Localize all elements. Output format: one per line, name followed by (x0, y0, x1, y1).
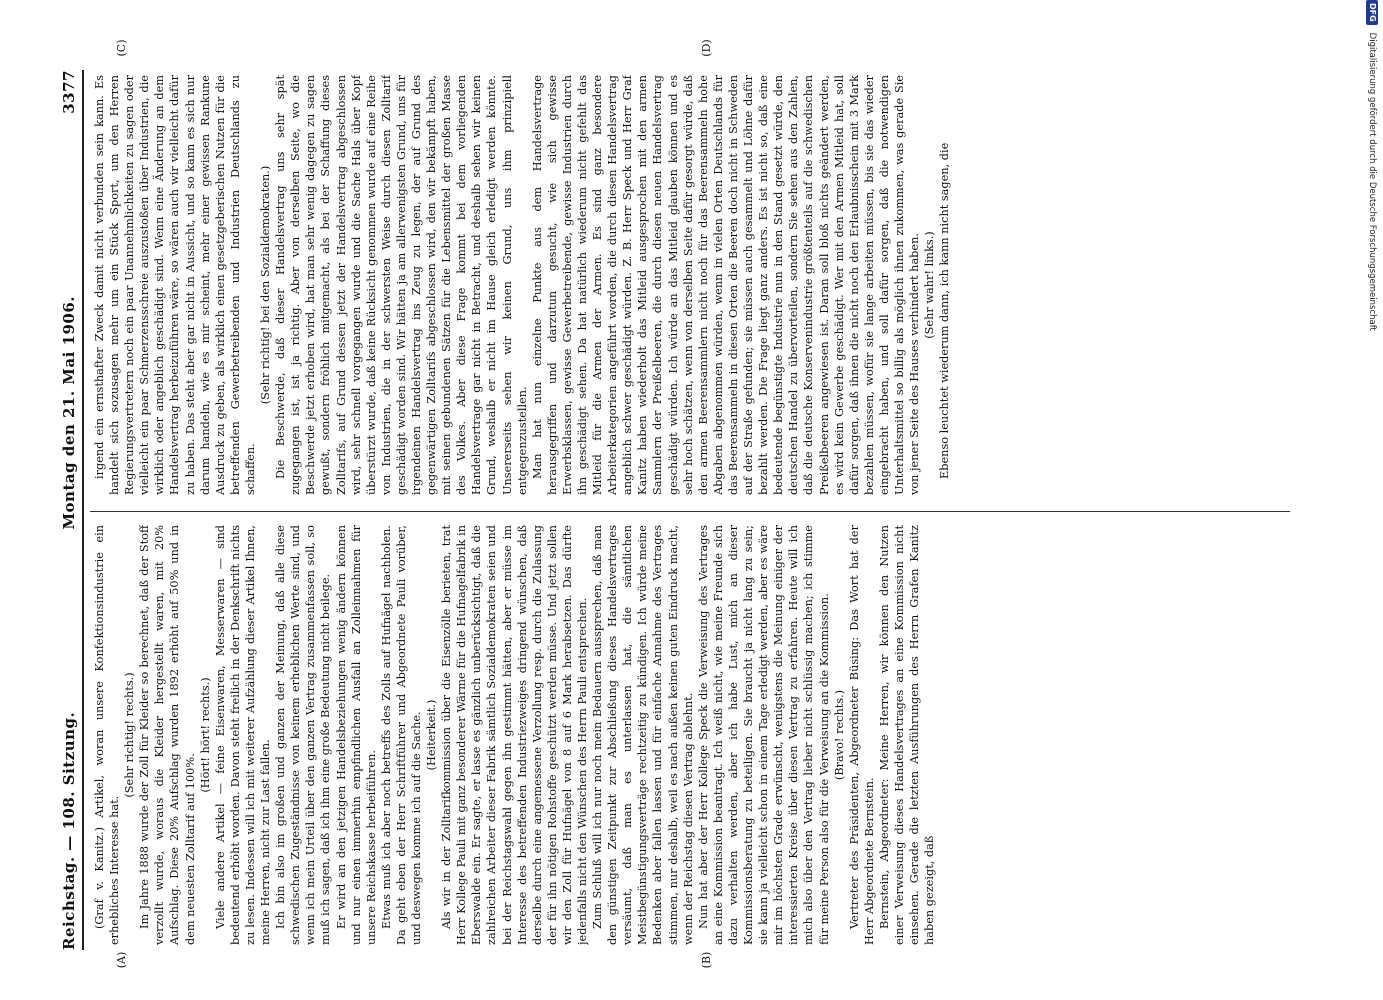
funding-note-text: Digitalisierung gefördert durch die Deutsche Forschungsgemeinschaft (1367, 32, 1377, 331)
interjection: (Hört! hört! rechts.) (198, 677, 212, 793)
paragraph: Ebenso leuchtet wiederum dann, ich kann nicht sagen, die (938, 142, 952, 479)
margin-marker-c: (C) (115, 39, 128, 57)
left-text-column (92, 525, 1292, 945)
interjection: (Sehr richtig! bei den Sozialdemokraten.) (259, 165, 273, 405)
paragraph: Zum Schluß will ich nur noch mein Bedauern aussprechen, daß man den günstigen Zeitpunkt zur Abschließung dieses Handelsvertrages versäumt, daß man es unterlassen hat, die sämtlichen Meistbegünstigungsverträge rechtzeitig zu kündigen. Ich würde meine Bedenken aber fallen lassen und für einfache Annahme des Vertrages stimmen, nur deshalb, weil es nach außen keinen guten Eindruck macht, wenn der Reichstag diesen Vertrag ablehnt. (591, 525, 695, 945)
page-number: 3377 (60, 70, 78, 114)
header-date: Montag den 21. Mai 1906. (60, 295, 78, 530)
dfg-logo: DFG (1366, 0, 1378, 25)
paragraph: (Graf v. Kanitz.) Artikel, woran unsere Konfektionsindustrie ein erhebliches Interesse hat. (93, 525, 122, 945)
paragraph: Vertreter des Präsidenten, Abgeordneter Büsing: Das Wort hat der Herr Abgeordnete Bernstein. (847, 525, 876, 945)
interjection: (Heiterkeit.) (425, 699, 439, 771)
paragraph: Bernstein, Abgeordneter: Meine Herren, wir können den Nutzen einer Verweisung dieses Handelsvertrages an eine Kommission nicht einsehen. Gerade die letzten Ausführungen des Herrn Grafen Kanitz haben gezeigt, daß (877, 525, 937, 945)
column-divider (90, 511, 1290, 512)
margin-marker-b: (B) (700, 951, 713, 969)
paragraph: Die Beschwerde, daß dieser Handelsvertrag uns sehr spät zugegangen ist, ist ja richtig. Aber von derselben Seite, wo die Beschwerde jetzt erhoben wird, hat man sehr wenig dagegen zu sagen gewußt, sondern fröhlich mitgemacht, als bei der Schaffung dieses Zolltarifs, auf Grund dessen jetzt der Handelsvertrag abgeschlossen wird, sehr schnell vorgegangen wurde und die Sache Hals über Kopf überstürzt wurde, daß keine Rücksicht genommen wurde auf eine Reihe von Industrien, die in der schwersten Weise durch diesen Zolltarif geschädigt worden sind. Wir hätten ja am allerwenigsten Grund, uns für irgendeinen Handelsvertrag ins Zeug zu legen, der auf Grund des gegenwärtigen Zolltarifs abgeschlossen wird, den wir bekämpft haben, mit seinen gebundenen Sätzen für die Lebensmittel der großen Masse des Volkes. Aber diese Frage kommt bei dem vorliegenden Handelsvertrage gar nicht in Betracht, und deshalb sehen wir keinen Grund, weshalb er nicht im Hause gleich erledigt werden könnte. Unsererseits sehen wir keinen Grund, uns ihm prinzipiell entgegenzustellen. (274, 75, 529, 495)
paragraph: Als wir in der Zolltarifkommission über die Eisenzölle berieten, trat Herr Kollege Pauli mit ganz besonderer Wärme für die Hufnagelfabrik in Eberswalde ein. Er sagte, er lasse es gänzlich unberücksichtigt, daß die zahlreichen Arbeiter dieser Fabrik sämtlich Sozialdemokraten seien und bei der Reichstagswahl gegen ihn gestimmt hätten, aber er müsse im Interesse des betreffenden Industriezweiges dringend wünschen, daß derselbe durch eine angemessene Verzollung resp. durch die Zulassung der für ihn nötigen Rohstoffe geschützt werden müsse. Und jetzt sollen wir den Zoll für Hufnägel von 8 auf 6 Mark herabsetzen. Das dürfte jedenfalls nicht den Wünschen des Herrn Pauli entsprechen. (440, 525, 589, 945)
paragraph: Er wird an den jetzigen Handelsbeziehungen wenig ändern können und nur einen immerhin empfindlichen Ausfall an Zolleinnahmen für unsere Reichskasse herbeiführen. (334, 525, 378, 945)
margin-marker-a: (A) (115, 951, 128, 969)
interjection: (Sehr wahr! links.) (923, 231, 937, 339)
paragraph: Viele andere Artikel — feine Eisenwaren, Messerwaren — sind bedeutend erhöht worden. Davon steht freilich in der Denkschrift nichts zu lesen. Indessen will ich mit weiterer Aufzählung dieser Artikel Ihnen, meine Herren, nicht zur Last fallen. (213, 525, 273, 945)
header-rule (82, 70, 84, 950)
header-left: Reichstag. — 108. Sitzung. (60, 711, 78, 950)
paragraph: Ich bin also im großen und ganzen der Meinung, daß alle diese schwedischen Zugeständnisse von keinem erheblichen Werte sind, und wenn ich mein Urteil über den ganzen Vertrag zusammenfassen soll, so muß ich sagen, daß ich ihm eine große Bedeutung nicht beilege. (274, 525, 333, 945)
paragraph: Im Jahre 1888 wurde der Zoll für Kleider so berechnet, daß der Stoff verzollt wurde, woraus die Kleider hergestellt waren, mit 20% Aufschlag. Diese 20% Aufschlag wurden 1892 erhöht auf 50% und in dem neuesten Zolltarif auf 100%. (138, 525, 197, 945)
right-text-column (92, 75, 1292, 495)
page-header (38, 70, 78, 950)
paragraph: Man hat nun einzelne Punkte aus dem Handelsvertrage herausgegriffen und darzutun gesucht, wie sich gewisse Erwerbsklassen, gewisse Gewerbetreibende, gewisse Industrien durch ihn geschädigt sehen. Da hat natürlich wiederum nicht gefehlt das Mitleid für die Armen der Armen. Es sind ganz besondere Arbeiterkategorien angeführt worden, die durch diesen Handelsvertrag angeblich schwer geschädigt würden. Z. B. Herr Speck und Herr Graf Kanitz haben wiederholt das Mitleid ausgesprochen mit den armen Sammlern der Preißelbeeren, die durch diesen neuen Handelsvertrag geschädigt würden. Ich würde an das Mitleid glauben können und es sehr hoch schätzen, wenn von derselben Seite dafür gesorgt würde, daß den armen Beerensammlern nicht noch für das Beerensammeln hohe Abgaben abgenommen würden, wenn in vielen Orten Deutschlands für das Beerensammeln in diesen Orten die Beeren doch nicht in Schweden auf der Straße gefunden; sie müssen auch gesammelt und Löhne dafür bezahlt werden. Die Frage liegt ganz anders. Es ist nicht so, daß eine bedeutende begünstigte Industrie nun in den Stand gesetzt würde, den deutschen Handel zu übervorteilen, sondern Sie sehen aus den Zahlen, daß die deutsche Konservenindustrie größtenteils auf die schwedischen Preißelbeeren angewiesen ist. Daran soll bloß nichts geändert werden, es wird kein Gewerbe geschädigt. Wer mit den Armen Mitleid hat, soll dafür sorgen, daß ihnen die nicht noch den Erlaubnisschein mit 3 Mark bezahlen müssen, wofür sie lange arbeiten müssen, bis sie das wieder eingebracht haben, und soll dafür sorgen, daß die notwendigen Unterhaltsmittel so billig als möglich ihnen zukommen, was gerade Sie von jener Seite des Hauses verhindert haben. (530, 75, 922, 495)
interjection: (Sehr richtig! rechts.) (123, 672, 137, 798)
digitization-sidebar (1362, 0, 1382, 1000)
digitization-note (1362, 0, 1382, 1000)
paragraph: irgend ein ernsthafter Zweck damit nicht verbunden sein kann. Es handelt sich sozusagen mehr um ein Stück Sport, um den Herren Regierungsvertretern noch ein paar Unannehmlichkeiten zu sagen oder vielleicht ein paar Schmerzensschreie auszustoßen über Industrien, die wirklich oder angeblich geschädigt sind. Wenn eine Änderung an dem Handelsvertrag herbeizuführen wäre, so wären auch wir vielleicht dafür zu haben. Das steht aber gar nicht in Aussicht, und so kann es sich nur darum handeln, wie es mir scheint, mehr einer gewissen Rankune Ausdruck zu geben, als wirklich einen gesetzgeberischen Nutzen für die betreffenden Gewerbetreibenden und Industrien Deutschlands zu schaffen. (93, 75, 257, 495)
margin-marker-d: (D) (700, 39, 713, 57)
paragraph: Nun hat aber der Herr Kollege Speck die Verweisung des Vertrages an eine Kommission beantragt. Ich weiß nicht, wie meine Freunde sich dazu verhalten werden, aber ich habe Lust, mich an dieser Kommissionsberatung zu beteiligen. Sie braucht ja nicht lang zu sein; sie kann ja vielleicht schon in einem Tage erledigt werden, aber es wäre mir im höchsten Grade erwünscht, wenigstens die Meinung einiger der interessierten Kreise über diesen Vertrag zu erfahren. Heute will ich mich also über den Vertrag lieber nicht schlüssig machen; ich stimme für meine Person also für die Verweisung an die Kommission. (696, 525, 831, 945)
interjection: (Bravo! rechts.) (832, 689, 846, 781)
paragraph: Etwas muß ich aber noch betreffs des Zolls auf Hufnägel nachholen. Da geht eben der Herr Schriftführer und Abgeordnete Pauli vorüber, und deswegen komme ich auf die Sache. (379, 525, 423, 945)
